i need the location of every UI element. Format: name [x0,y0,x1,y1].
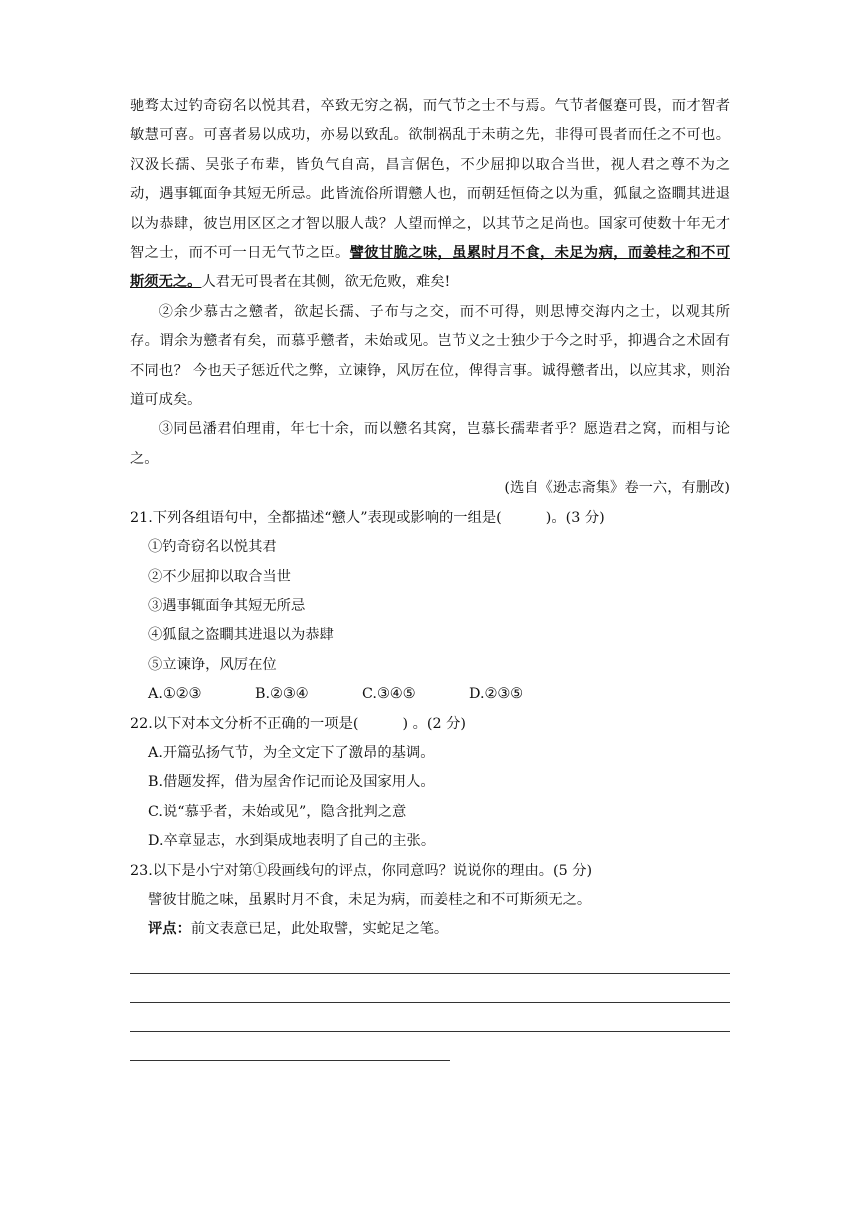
choice-a[interactable]: A.①②③ [148,686,202,703]
exam-page [130,92,730,1061]
passage-p1-ending: 人君无可畏者在其侧，欲无危败，难矣! [201,274,451,291]
question-22-option-b[interactable]: B.借题发挥，借为屋舍作记而论及国家用人。 [148,774,435,791]
question-22-stem [130,710,730,739]
question-22-option-d[interactable]: D.卒章显志，水到渠成地表明了自己的主张。 [148,833,436,850]
question-21-choices [148,680,730,709]
choice-d[interactable]: D.②③⑤ [469,686,523,703]
question-23-comment [148,915,730,944]
question-21-stem [130,504,730,533]
question-21-stem-text: 21.下列各组语句中，全都描述“戆人”表现或影响的一组是( [130,509,502,526]
question-21-item: ①钓奇窃名以悦其君 [148,539,277,556]
comment-text: 前文表意已足，此处取譬，实蛇足之笔。 [190,921,449,938]
question-21-score: )。(3 分) [545,509,605,526]
question-21-item: ③遇事辄面争其短无所忌 [148,597,306,614]
source-citation: (选自《逊志斋集》卷一六，有删改) [504,480,730,497]
answer-line[interactable] [130,945,730,974]
question-23-quote: 譬彼甘脆之味，虽累时月不食，未足为病，而姜桂之和不可斯须无之。 [148,891,592,908]
choice-b[interactable]: B.②③④ [255,686,309,703]
question-22-stem-text: 22.以下对本文分析不正确的一项是( [130,715,359,732]
question-22-option-c[interactable]: C.说“慕乎者，未始或见”，隐含批判之意 [148,803,407,820]
comment-label: 评点： [148,921,191,938]
underlined-sentence: 譬彼甘脆之味，虽累时月不食，未足为病，而姜桂之和不可斯须无之。 [130,245,730,291]
passage-paragraph-2: ②余少慕古之戆者，欲起长孺、子布与之交，而不可得，则思博交海内之士，以观其所存。谓余为戆者有矣，而慕乎戆者，未始或见。岂节义之士独少于今之时乎，抑遇合之术固有不同也？ 今也天子惩近代之弊，立谏铮，风厉在位，俾得言事。诚得戆者出，以应其求，则治道可成矣。 [130,303,730,409]
question-21-item: ④狐鼠之盗瞷其进退以为恭肆 [148,627,334,644]
answer-line[interactable] [130,974,730,1003]
answer-line[interactable] [130,1003,730,1032]
passage-paragraph-3: ③同邑潘君伯理甫，年七十余，而以戆名其窝，岂慕长孺辈者乎？愿造君之窝，而相与论之。 [130,421,730,467]
passage-paragraph-1 [130,92,730,298]
question-22-score: ) 。(2 分) [402,715,466,732]
question-21-item: ⑤立谏诤，风厉在位 [148,656,277,673]
passage-p1-text: 驰骛太过钓奇窃名以悦其君，卒致无穷之祸，而气节之士不与焉。气节者偃蹇可畏，而才智者敏慧可喜。可喜者易以成功，亦易以致乱。欲制祸乱于未萌之先，非得可畏者而任之不可也。汉汲长孺、吴张子布辈，皆负气自高，昌言倨色，不少屈抑以取合当世，视人君之尊不为之动，遇事辄面争其短无所忌。此皆流俗所谓戆人也，而朝廷恒倚之以为重，狐鼠之盗瞷其进退以为恭肆，彼岂用区区之才智以服人哉？人望而惮之，以其节之足尚也。国家可使数十年无才智之士，而不可一日无气节之臣。 [130,98,730,262]
question-23-stem: 23.以下是小宁对第①段画线句的评点，你同意吗？说说你的理由。(5 分) [130,862,593,879]
choice-c[interactable]: C.③④⑤ [362,686,416,703]
question-22-option-a[interactable]: A.开篇弘扬气节，为全文定下了激昂的基调。 [148,744,435,761]
question-21-item: ②不少屈抑以取合当世 [148,568,291,585]
answer-line[interactable] [130,1032,450,1061]
